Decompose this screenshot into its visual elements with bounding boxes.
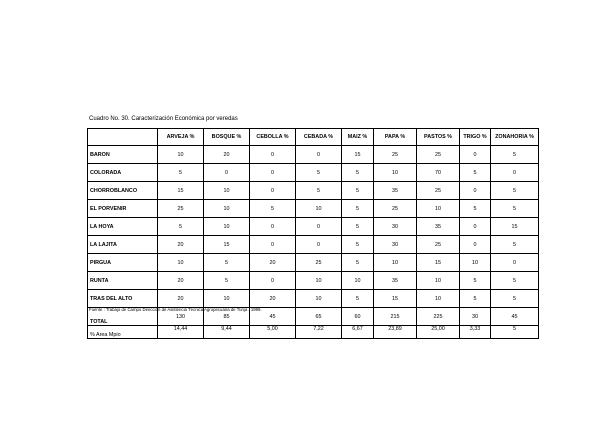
table-cell: 15	[374, 290, 417, 308]
table-cell: 10	[296, 272, 342, 290]
table-cell: 5	[158, 218, 204, 236]
table-cell: 7,22	[296, 326, 342, 339]
column-header: TRIGO %	[460, 129, 491, 146]
column-header: CEBADA %	[296, 129, 342, 146]
row-label: COLORADA	[88, 164, 158, 182]
table-cell: 0	[250, 236, 296, 254]
column-header: ZONAHORIA %	[491, 129, 539, 146]
table-cell: 30	[374, 218, 417, 236]
table-cell: 0	[491, 164, 539, 182]
table-cell: 0	[460, 236, 491, 254]
table-cell: 15	[417, 254, 460, 272]
table-cell: 10	[296, 290, 342, 308]
table-cell: 5	[342, 218, 374, 236]
table-cell: 20	[158, 290, 204, 308]
header-row	[88, 129, 539, 146]
table-row	[88, 200, 539, 218]
table-cell: 5	[491, 272, 539, 290]
table-cell: 5	[250, 200, 296, 218]
column-header: MAIZ %	[342, 129, 374, 146]
row-label: TRAS DEL ALTO	[88, 290, 158, 308]
table-cell: 15	[342, 146, 374, 164]
table-cell: 9,44	[204, 326, 250, 339]
table-cell: 5	[342, 182, 374, 200]
row-label: TOTAL	[88, 308, 158, 326]
table-row	[88, 272, 539, 290]
table-cell: 35	[374, 182, 417, 200]
table-cell: 0	[250, 218, 296, 236]
row-label: LA HOYA	[88, 218, 158, 236]
column-header: CEBOLLA %	[250, 129, 296, 146]
table-cell: 15	[204, 236, 250, 254]
table-cell: 20	[250, 254, 296, 272]
column-header: PAPA %	[374, 129, 417, 146]
table-cell: 5	[342, 236, 374, 254]
table-cell: 0	[296, 236, 342, 254]
table-cell: 20	[250, 290, 296, 308]
table-cell: 10	[374, 254, 417, 272]
table-cell: 20	[204, 146, 250, 164]
table-cell: 10	[374, 164, 417, 182]
table-cell: 10	[158, 254, 204, 272]
table-cell: 5	[158, 164, 204, 182]
table-cell: 0	[250, 146, 296, 164]
table-cell: 0	[460, 182, 491, 200]
table-cell: 10	[204, 290, 250, 308]
table-cell: 5	[491, 236, 539, 254]
table-cell: 5	[460, 200, 491, 218]
table-cell: 25	[417, 146, 460, 164]
row-label: EL PORVENIR	[88, 200, 158, 218]
table-row	[88, 236, 539, 254]
table-cell: 10	[417, 290, 460, 308]
table-cell: 10	[204, 182, 250, 200]
table-cell: 5	[296, 182, 342, 200]
row-label: % Area Mpio	[88, 326, 158, 339]
table-cell: 3,33	[460, 326, 491, 339]
table-cell: 0	[204, 164, 250, 182]
table-cell: 25	[296, 254, 342, 272]
table-cell: 10	[204, 200, 250, 218]
table-cell: 10	[417, 272, 460, 290]
table-cell: 6,67	[342, 326, 374, 339]
table-cell: 10	[204, 218, 250, 236]
table-cell: 0	[491, 254, 539, 272]
source-note: Fuente : Trabajo de Campo Dirección de Asistencia Técnica Agropecuaria de Tunja . 1999.	[89, 307, 262, 312]
table-row	[88, 164, 539, 182]
table-cell: 0	[296, 218, 342, 236]
table-cell: 65	[296, 308, 342, 326]
table-cell: 70	[417, 164, 460, 182]
table-cell: 5	[204, 254, 250, 272]
table-cell: 5	[342, 164, 374, 182]
table-cell: 5	[491, 146, 539, 164]
header-corner-cell	[88, 129, 158, 146]
table-cell: 45	[491, 308, 539, 326]
table-cell: 10	[296, 200, 342, 218]
table-cell: 10	[460, 254, 491, 272]
table-cell: 25	[417, 182, 460, 200]
table-cell: 15	[491, 218, 539, 236]
table-cell: 5	[460, 164, 491, 182]
row-label: CHORROBLANCO	[88, 182, 158, 200]
row-label: RUNTA	[88, 272, 158, 290]
table-cell: 0	[250, 182, 296, 200]
table-cell: 25	[374, 146, 417, 164]
table-cell: 0	[296, 146, 342, 164]
table-cell: 35	[374, 272, 417, 290]
table-cell: 5	[491, 290, 539, 308]
table-caption: Cuadro No. 30. Caracterización Económica por veredas	[89, 116, 238, 122]
table-row	[88, 182, 539, 200]
table-cell: 35	[417, 218, 460, 236]
column-header: PASTOS %	[417, 129, 460, 146]
table-cell: 5	[342, 254, 374, 272]
table-cell: 5	[342, 200, 374, 218]
table-cell: 25	[374, 200, 417, 218]
table-cell: 10	[417, 200, 460, 218]
table-row	[88, 146, 539, 164]
table-cell: 20	[158, 272, 204, 290]
table-cell: 225	[417, 308, 460, 326]
table-cell: 0	[250, 164, 296, 182]
table-cell: 10	[342, 272, 374, 290]
row-label: PIRGUA	[88, 254, 158, 272]
row-label: BARON	[88, 146, 158, 164]
area-percentage-row	[88, 326, 539, 339]
table-cell: 130	[158, 308, 204, 326]
table-row	[88, 218, 539, 236]
table-row	[88, 254, 539, 272]
table-cell: 60	[342, 308, 374, 326]
table-cell: 45	[250, 308, 296, 326]
table-cell: 5,00	[250, 326, 296, 339]
table-cell: 25	[417, 236, 460, 254]
table-cell: 5	[491, 326, 539, 339]
table-cell: 0	[250, 272, 296, 290]
table-row	[88, 290, 539, 308]
table-cell: 20	[158, 236, 204, 254]
table-cell: 0	[460, 218, 491, 236]
row-label: LA LAJITA	[88, 236, 158, 254]
table-cell: 0	[460, 146, 491, 164]
table-cell: 25	[158, 200, 204, 218]
table-cell: 85	[204, 308, 250, 326]
table-cell: 5	[296, 164, 342, 182]
table-cell: 10	[158, 146, 204, 164]
column-header: BOSQUE %	[204, 129, 250, 146]
table-cell: 15	[158, 182, 204, 200]
table-cell: 5	[491, 200, 539, 218]
table-cell: 30	[460, 308, 491, 326]
table-cell: 5	[460, 290, 491, 308]
table-cell: 25,00	[417, 326, 460, 339]
table-cell: 30	[374, 236, 417, 254]
table-cell: 5	[460, 272, 491, 290]
table-cell: 215	[374, 308, 417, 326]
table-cell: 5	[491, 182, 539, 200]
column-header: ARVEJA %	[158, 129, 204, 146]
table-cell: 5	[204, 272, 250, 290]
table-cell: 5	[342, 290, 374, 308]
table-cell: 14,44	[158, 326, 204, 339]
table-cell: 23,89	[374, 326, 417, 339]
